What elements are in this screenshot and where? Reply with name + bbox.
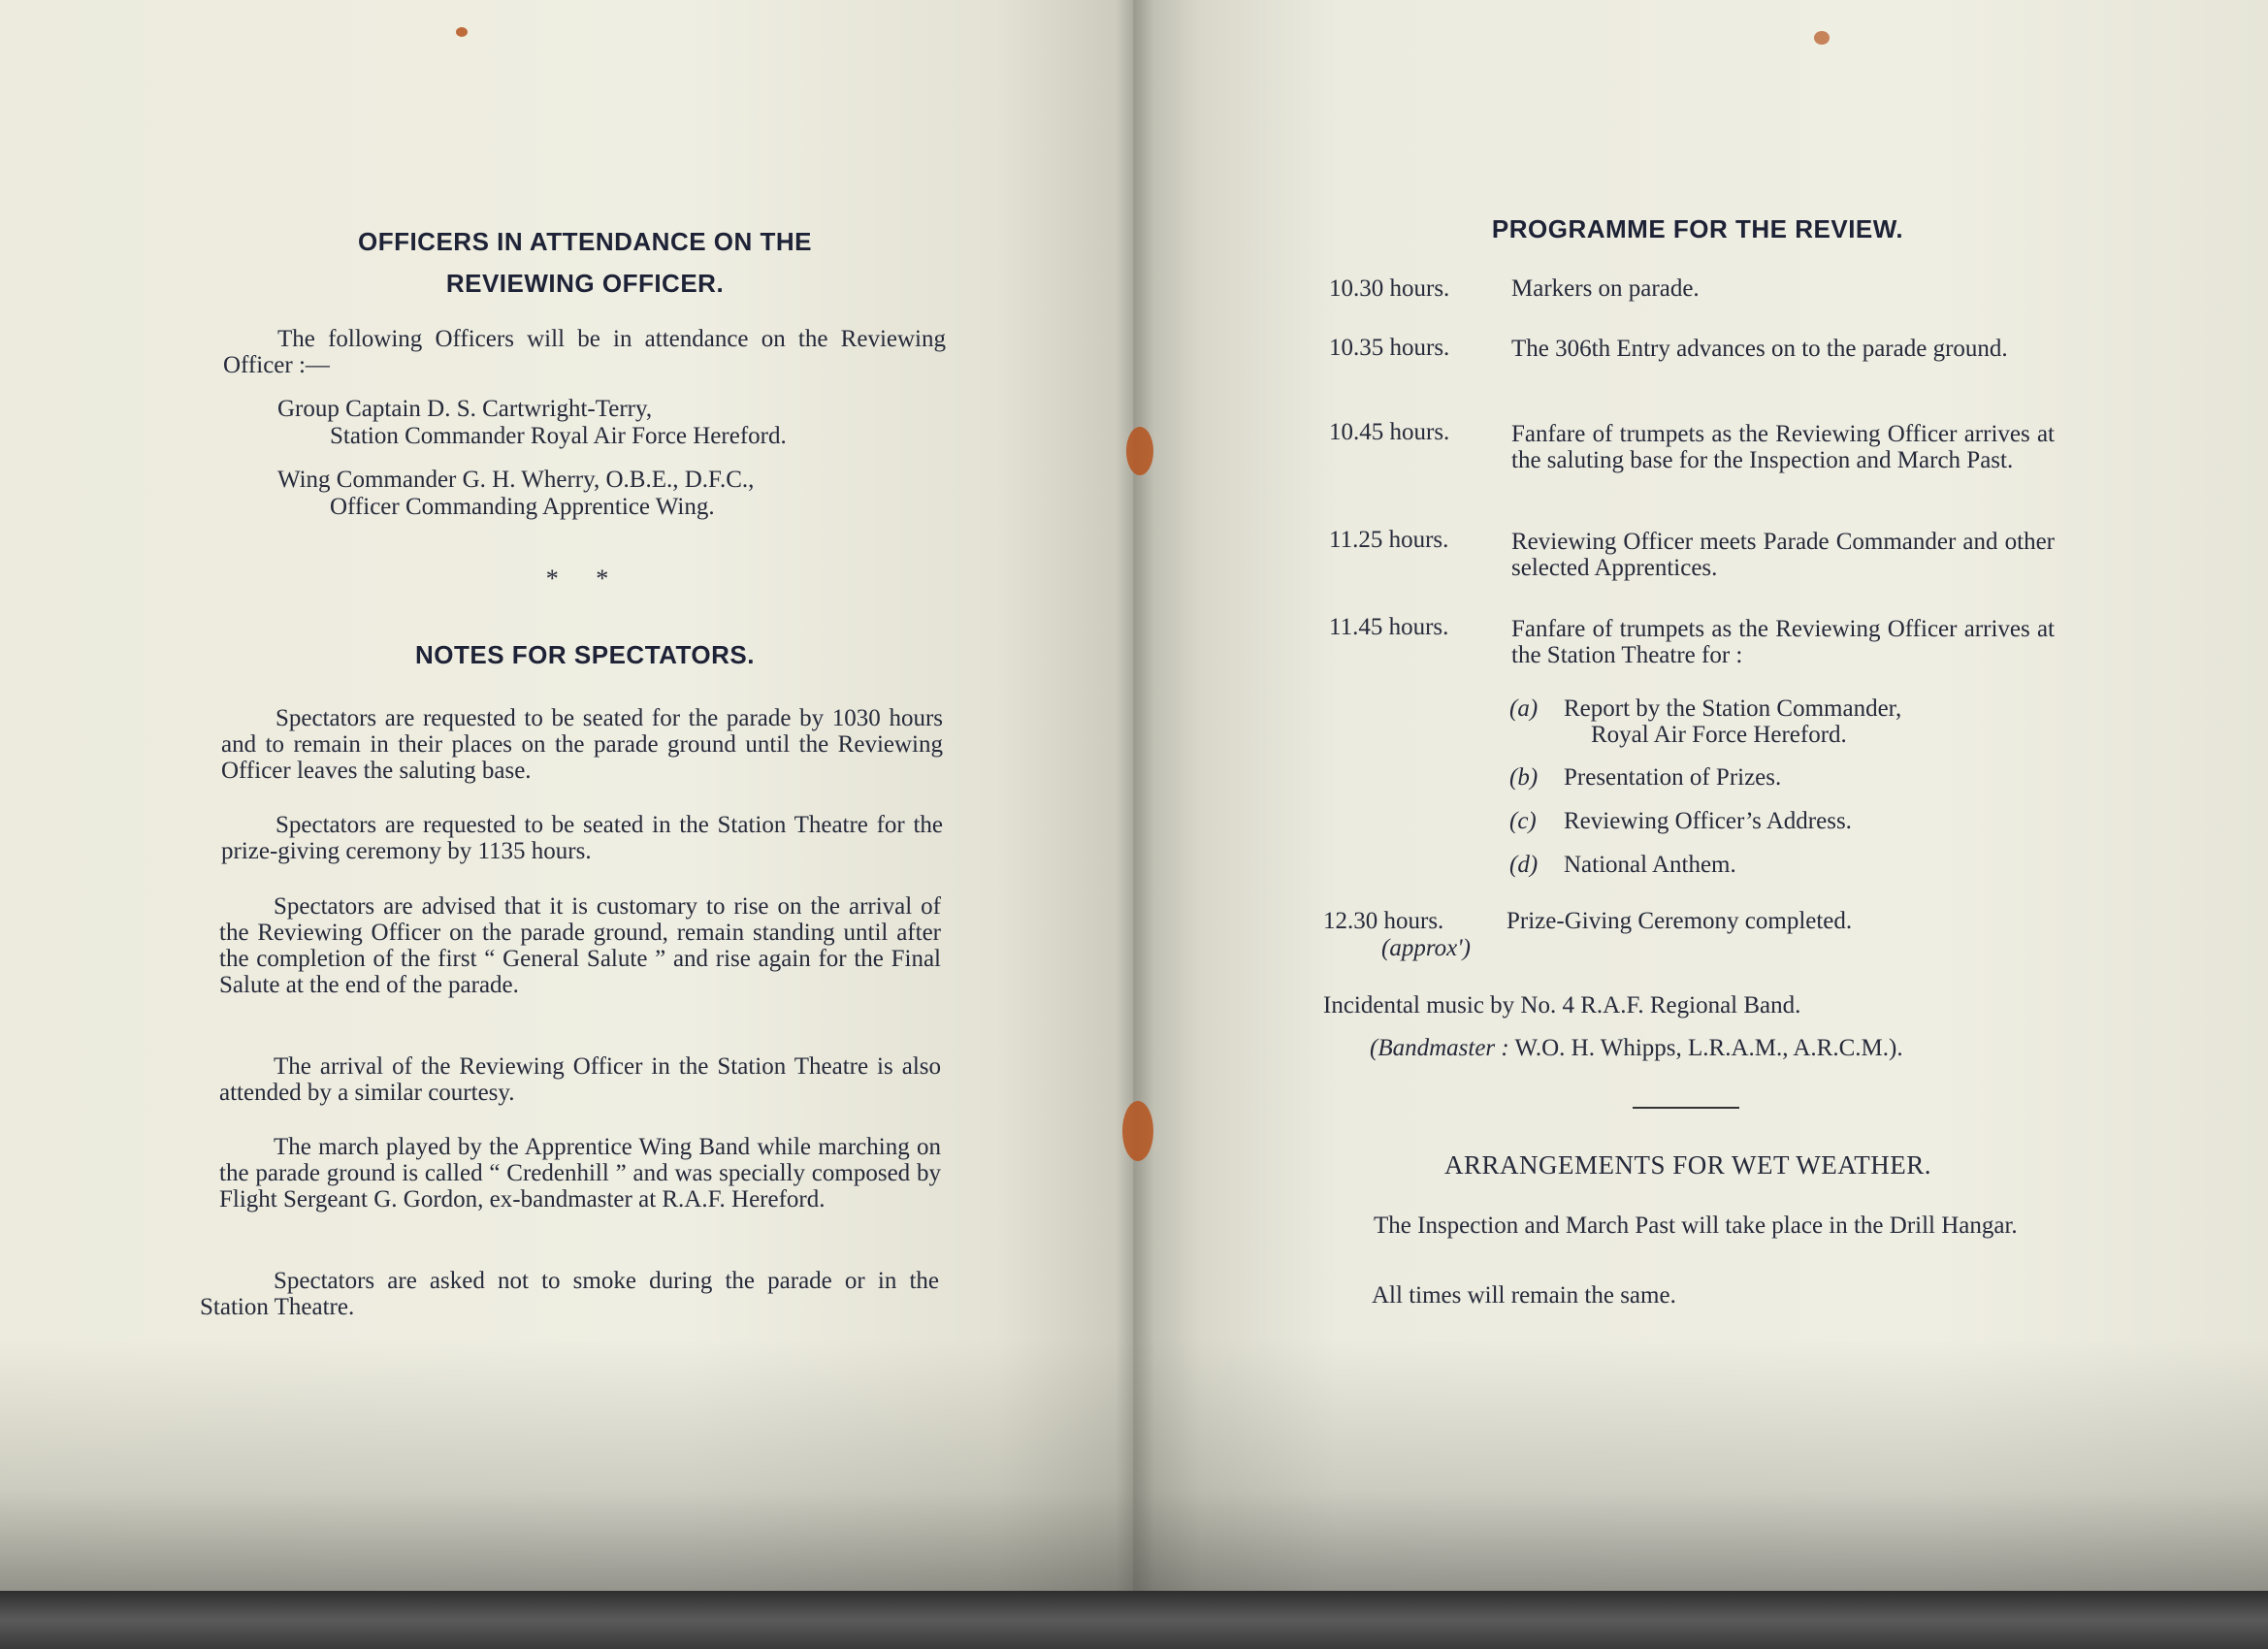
subitem-text: Reviewing Officer’s Address. — [1564, 808, 1852, 834]
binding-gutter — [1116, 0, 1154, 1591]
page-shadow — [0, 1339, 1133, 1591]
bandmaster-name: W.O. H. Whipps, L.R.A.M., A.R.C.M.). — [1514, 1035, 1903, 1061]
programme-time-note: (approx') — [1381, 935, 1471, 961]
wet-weather-para-1: The Inspection and March Past will take place in the Drill Hangar. — [1374, 1212, 2018, 1239]
officer-1-role: Station Commander Royal Air Force Hereford. — [330, 423, 787, 449]
wet-weather-heading: ARRANGEMENTS FOR WET WEATHER. — [1443, 1150, 1932, 1180]
wet-weather-para-2: All times will remain the same. — [1372, 1282, 1676, 1309]
subitem-label: (c) — [1509, 808, 1537, 834]
divider-rule — [1633, 1107, 1739, 1109]
programme-heading: PROGRAMME FOR THE REVIEW. — [1491, 214, 1904, 243]
programme-time: 10.45 hours. — [1329, 419, 1450, 445]
officers-intro: The following Officers will be in attendance on the Reviewing Officer :— — [223, 326, 946, 378]
notes-paragraph-4: The arrival of the Reviewing Officer in the Station Theatre is also attended by a similar courtesy. — [219, 1053, 941, 1106]
programme-time: 10.35 hours. — [1329, 335, 1450, 361]
notes-paragraph-5: The march played by the Apprentice Wing Band while marching on the parade ground is called “ Credenhill ” and was specially composed by Flight Sergeant G. Gordon, ex-bandmaster at R.A.F. Hereford. — [219, 1134, 941, 1212]
subitem-label: (a) — [1509, 695, 1539, 722]
programme-text: Markers on parade. — [1511, 275, 1700, 302]
programme-text: Reviewing Officer meets Parade Commander and other selected Apprentices. — [1511, 529, 2055, 581]
programme-text: Fanfare of trumpets as the Reviewing Officer arrives at the Station Theatre for : — [1511, 616, 2055, 668]
programme-text: Prize-Giving Ceremony completed. — [1507, 908, 1853, 934]
bandmaster-line — [1370, 1035, 2068, 1061]
bandmaster-label: (Bandmaster : — [1370, 1035, 1509, 1061]
ink-spot — [1814, 31, 1830, 45]
page-shadow — [1133, 1339, 2268, 1591]
staple-stain-top — [1126, 427, 1153, 475]
subitem-label: (b) — [1509, 764, 1539, 791]
ink-spot — [456, 27, 468, 37]
incidental-music: Incidental music by No. 4 R.A.F. Regional Band. — [1323, 992, 1801, 1018]
section-separator: * * — [545, 565, 625, 593]
programme-text: The 306th Entry advances on to the parade ground. — [1511, 336, 2008, 362]
subitem-text: Presentation of Prizes. — [1564, 764, 1782, 791]
notes-paragraph-3: Spectators are advised that it is customary to rise on the arrival of the Reviewing Officer on the parade ground, remain standing until after the completion of the first “ General Salute ” and rise again for the Final Salute at the end of the parade. — [219, 893, 941, 998]
subitem-label: (d) — [1509, 852, 1539, 878]
officers-heading-line2: REVIEWING OFFICER. — [445, 269, 725, 298]
programme-time: 10.30 hours. — [1329, 275, 1450, 302]
subitem-text-cont: Royal Air Force Hereford. — [1591, 722, 1847, 748]
officers-heading-line1: OFFICERS IN ATTENDANCE ON THE — [357, 227, 813, 256]
notes-heading: NOTES FOR SPECTATORS. — [415, 640, 755, 669]
subitem-text: Report by the Station Commander, — [1564, 695, 1902, 722]
notes-paragraph-1: Spectators are requested to be seated for the parade by 1030 hours and to remain in their places on the parade ground until the Reviewing Officer leaves the saluting base. — [221, 705, 943, 784]
programme-time: 11.25 hours. — [1329, 527, 1449, 553]
staple-stain-bottom — [1122, 1101, 1153, 1161]
scanner-edge — [0, 1591, 2268, 1649]
notes-paragraph-2: Spectators are requested to be seated in the Station Theatre for the prize-giving ceremony by 1135 hours. — [221, 812, 943, 864]
officer-1-line1: Group Captain D. S. Cartwright-Terry, — [277, 396, 653, 422]
programme-text: Fanfare of trumpets as the Reviewing Officer arrives at the saluting base for the Inspection and March Past. — [1511, 421, 2055, 473]
programme-time: 11.45 hours. — [1329, 614, 1449, 640]
officer-1-name — [277, 396, 956, 422]
officer-2-name: Wing Commander G. H. Wherry, O.B.E., D.F.C., — [277, 467, 755, 493]
programme-time: 12.30 hours. — [1323, 908, 1444, 934]
notes-paragraph-6: Spectators are asked not to smoke during the parade or in the Station Theatre. — [200, 1268, 939, 1320]
officer-2-role: Officer Commanding Apprentice Wing. — [330, 494, 715, 520]
subitem-text: National Anthem. — [1564, 852, 1736, 878]
